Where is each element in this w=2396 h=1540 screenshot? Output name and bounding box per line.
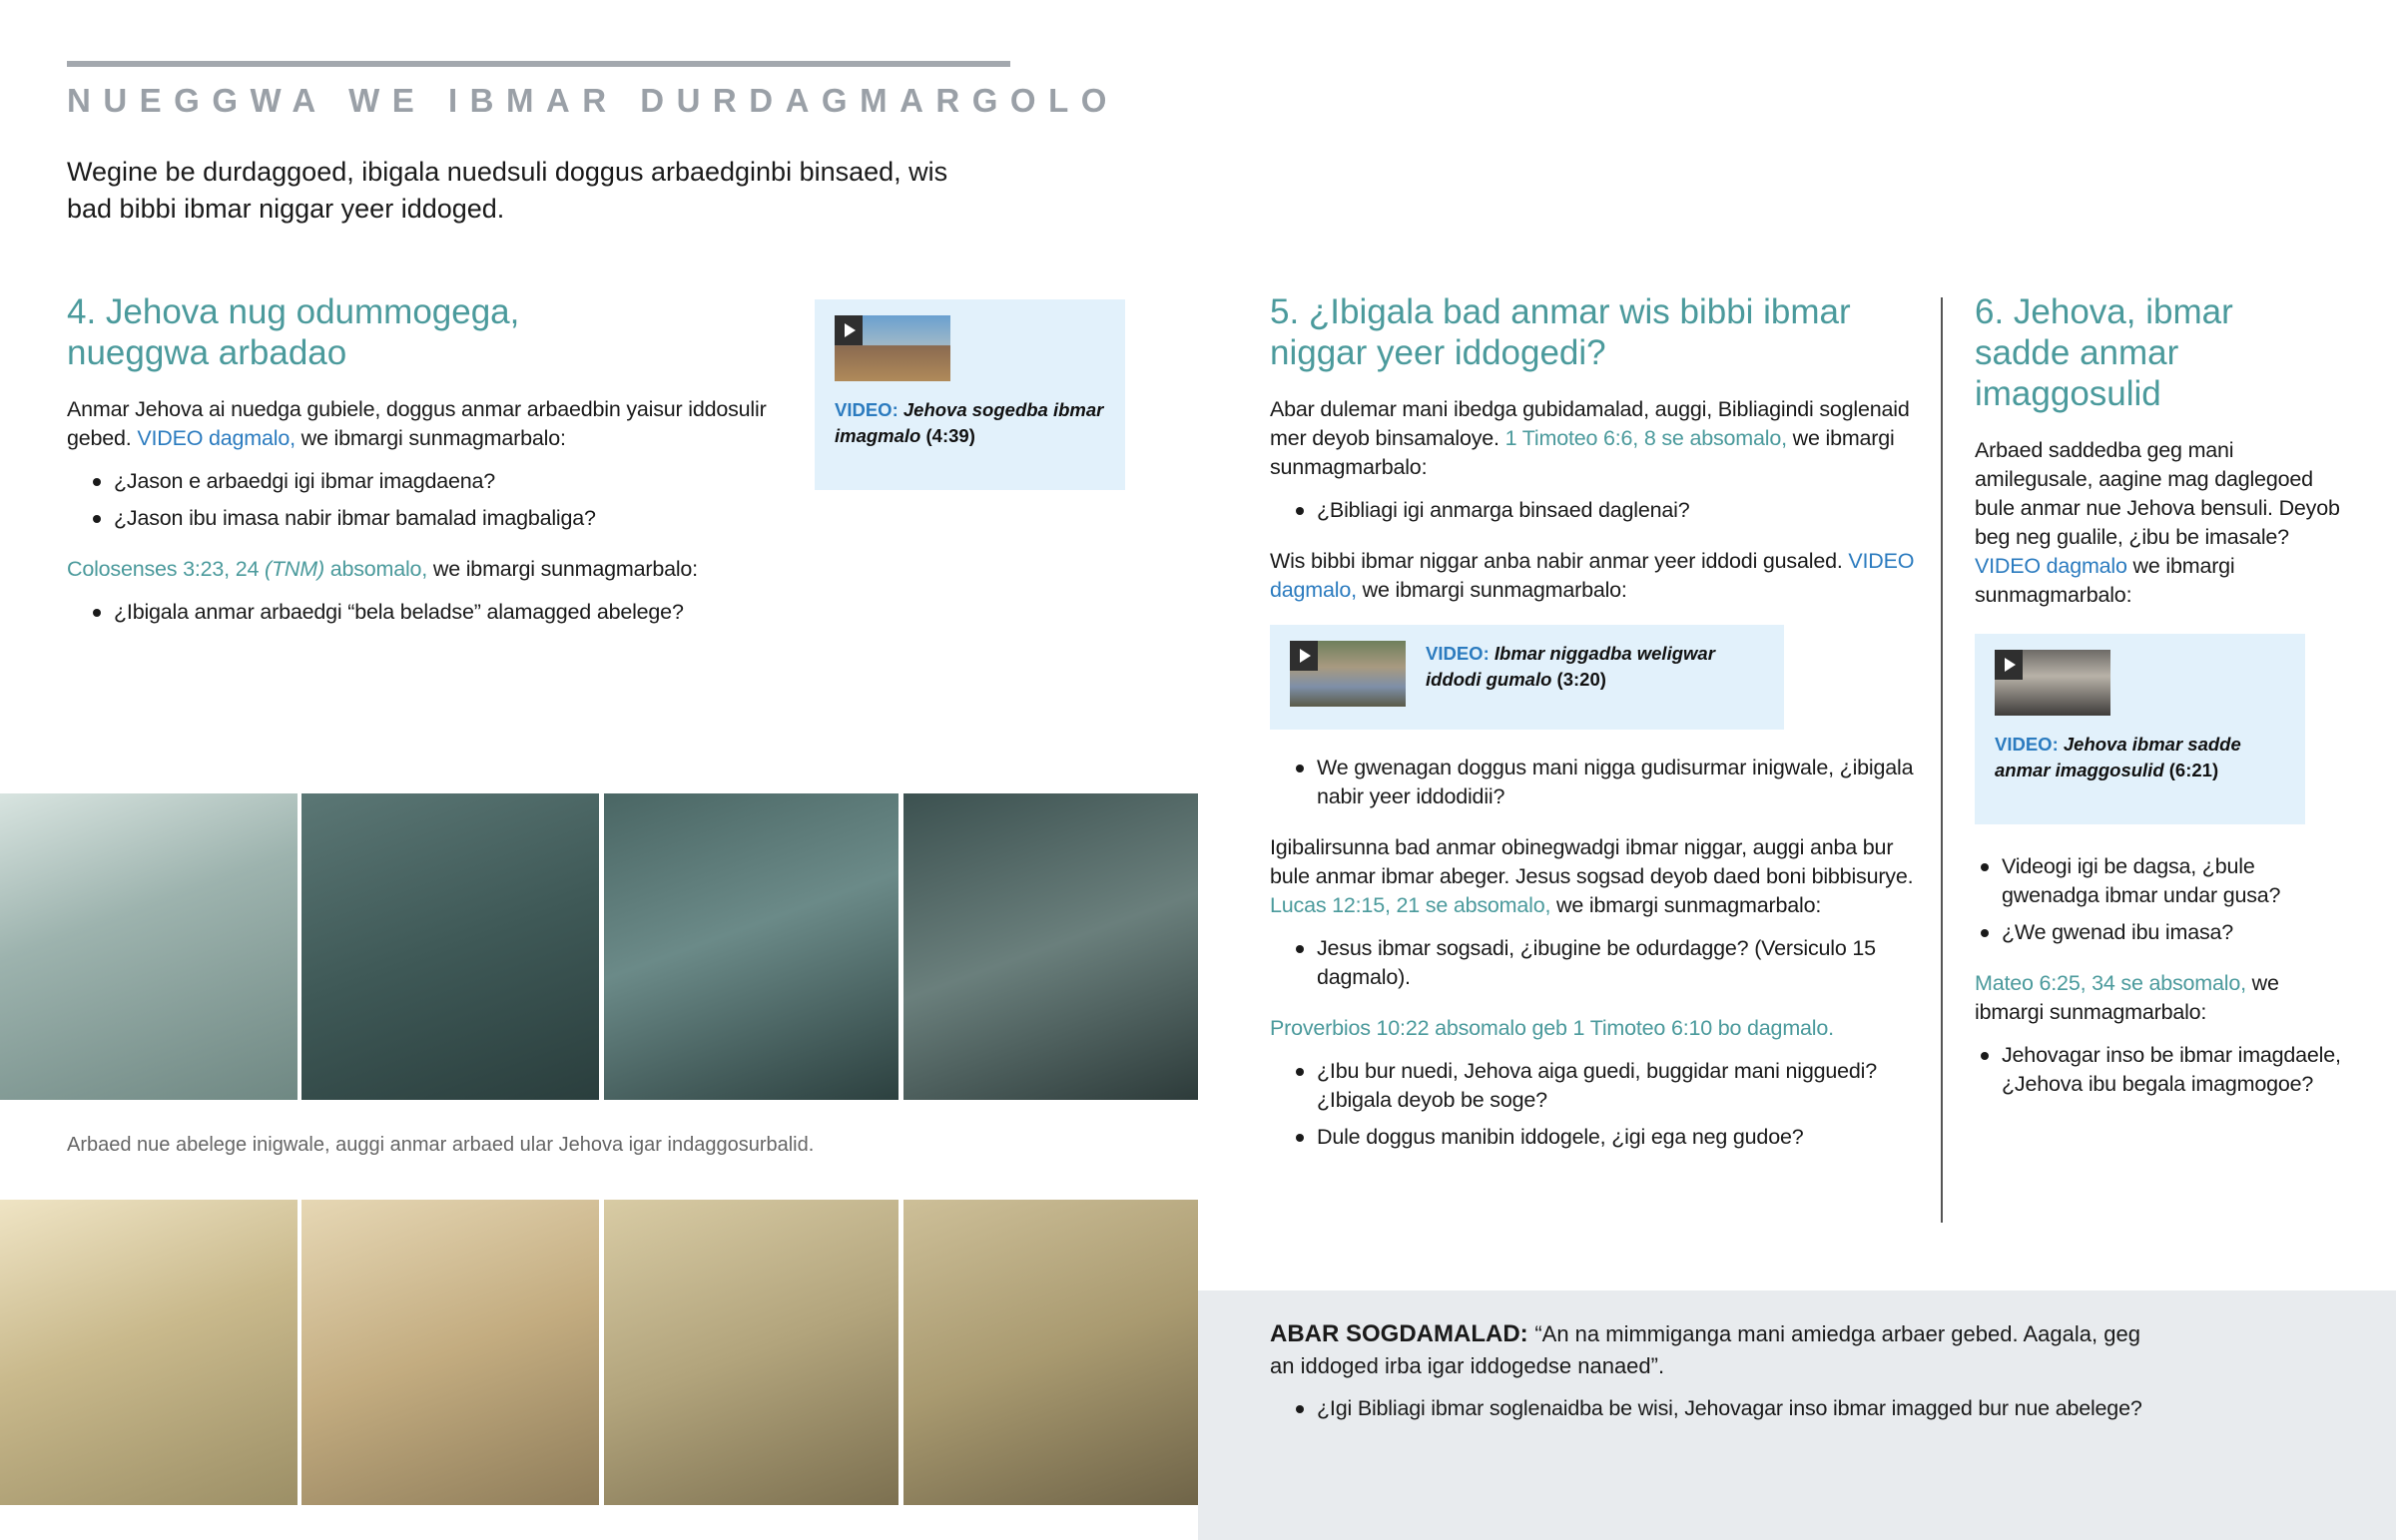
video-link[interactable]: VIDEO dagmalo xyxy=(1975,554,2127,578)
list-item: ¿Bibliagi igi anmarga binsaed daglenai? xyxy=(1270,496,1919,525)
video-thumbnail[interactable] xyxy=(1290,641,1406,707)
play-icon[interactable] xyxy=(835,315,863,345)
section-kicker: NUEGGWA WE IBMAR DURDAGMARGOLO xyxy=(67,82,1119,119)
video-caption: VIDEO: Jehova ibmar sadde anmar imaggosulid (6:21) xyxy=(1995,734,2241,780)
scripture-link[interactable]: Lucas 12:15, 21 se absomalo, xyxy=(1270,893,1551,917)
question-list xyxy=(1270,1394,2318,1423)
scripture-link[interactable]: 1 Timoteo 6:6, 8 se absomalo, xyxy=(1504,426,1787,450)
scripture-reference[interactable]: Proverbios 10:22 absomalo geb 1 Timoteo 6:10 bo dagmalo. xyxy=(1270,1016,1834,1040)
question-list xyxy=(67,598,786,627)
video-card[interactable] xyxy=(1270,625,1784,730)
illustration-office-day-2 xyxy=(0,1200,298,1505)
section-5-para-3: Igibalirsunna bad anmar obinegwadgi ibmar niggar, auggi anba bur bule anmar ibmar abeger. Jesus sogsad deyob daed boni bibbisurye. Lucas 12:15, 21 se absomalo, we ibmargi sunmagmarbalo: xyxy=(1270,835,1914,917)
scripture-para: Colosenses 3:23, 24 (TNM) absomalo, we ibmargi sunmagmarbalo: xyxy=(67,557,698,581)
illustration-man-eating-alone xyxy=(903,793,1198,1100)
section-5 xyxy=(1270,291,1919,1174)
scripture-para: Mateo 6:25, 34 se absomalo, we ibmargi sunmagmarbalo: xyxy=(1975,971,2279,1024)
list-item: ¿Jason ibu imasa nabir ibmar bamalad imagbaliga? xyxy=(67,504,786,533)
question-list xyxy=(1270,934,1919,992)
play-icon[interactable] xyxy=(1995,650,2023,680)
section-4-title: 4. Jehova nug odummogega, nueggwa arbadao xyxy=(67,292,520,372)
list-item: ¿Ibu bur nuedi, Jehova aiga guedi, buggidar mani nigguedi? ¿Ibigala deyob be soge? xyxy=(1270,1057,1919,1115)
section-4 xyxy=(67,291,786,649)
video-caption: VIDEO: Jehova sogedba ibmar imagmalo (4:39) xyxy=(835,399,1104,446)
video-link[interactable]: VIDEO dagmalo, xyxy=(137,426,296,450)
question-list xyxy=(1270,496,1919,525)
callout-box xyxy=(1198,1290,2396,1540)
illustration-office-day xyxy=(0,793,298,1100)
list-item: Dule doggus manibin iddogele, ¿igi ega neg gudoe? xyxy=(1270,1123,1919,1152)
video-link[interactable]: VIDEO dagmalo, xyxy=(1270,549,1915,602)
column-divider xyxy=(1941,297,1943,1223)
callout-content xyxy=(1270,1318,2168,1445)
video-card[interactable] xyxy=(815,299,1125,490)
scripture-link[interactable]: Colosenses 3:23, 24 xyxy=(67,557,260,581)
question-list xyxy=(1975,1041,2344,1099)
section-4-para: Anmar Jehova ai nuedga gubiele, doggus anmar arbaedbin yaisur iddosulir gebed. VIDEO dagmalo, we ibmargi sunmagmarbalo: xyxy=(67,397,767,450)
section-5-title: 5. ¿Ibigala bad anmar wis bibbi ibmar niggar yeer iddogedi? xyxy=(1270,292,1851,372)
video-thumbnail[interactable] xyxy=(1995,650,2110,716)
question-list xyxy=(1270,754,1919,811)
question-list xyxy=(1270,1057,1919,1152)
question-list xyxy=(67,467,786,533)
question-list xyxy=(1975,852,2344,947)
illustration-office-night xyxy=(301,793,599,1100)
list-item: Jesus ibmar sogsadi, ¿ibugine be odurdagge? (Versiculo 15 dagmalo). xyxy=(1270,934,1919,992)
section-6 xyxy=(1975,291,2344,1121)
video-thumbnail[interactable] xyxy=(835,315,950,381)
section-5-para-1: Abar dulemar mani ibedga gubidamalad, auggi, Bibliagindi soglenaid mer deyob binsamaloye. 1 Timoteo 6:6, 8 se absomalo, we ibmargi sunmagmarbalo: xyxy=(1270,397,1910,479)
illustration-family-dinner xyxy=(903,1200,1198,1505)
section-6-para: Arbaed saddedba geg mani amilegusale, aagine mag daglegoed bule anmar nue Jehova bensuli. Deyob beg neg gualile, ¿ibu be imasale? VIDEO dagmalo we ibmargi sunmagmarbalo: xyxy=(1975,438,2340,607)
list-item: ¿We gwenad ibu imasa? xyxy=(1955,918,2344,947)
intro-text: Wegine be durdaggoed, ibigala nuedsuli doggus arbaedginbi binsaed, wis bad bibbi ibmar niggar yeer iddoged. xyxy=(67,157,948,224)
section-5-para-2: Wis bibbi ibmar niggar anba nabir anmar yeer iddodi gusaled. VIDEO dagmalo, we ibmargi sunmagmarbalo: xyxy=(1270,549,1915,602)
list-item: Jehovagar inso be ibmar imagdaele, ¿Jehova ibu begala imagmogoe? xyxy=(1955,1041,2344,1099)
video-card[interactable] xyxy=(1975,634,2305,824)
callout-quote: ABAR SOGDAMALAD: “An na mimmiganga mani amiedga arbaer gebed. Aagala, geg an iddoged irba igar iddogedse nanaed”. xyxy=(1270,1320,2140,1378)
list-item: We gwenagan doggus mani nigga gudisurmar inigwale, ¿ibigala nabir yeer iddodidii? xyxy=(1270,754,1919,811)
list-item: ¿Jason e arbaedgi igi ibmar imagdaena? xyxy=(67,467,786,496)
list-item: ¿Igi Bibliagi ibmar soglenaidba be wisi, Jehovagar inso ibmar imagged bur nue abelege? xyxy=(1270,1394,2318,1423)
illustration-man-at-desk xyxy=(604,793,898,1100)
image-caption: Arbaed nue abelege inigwale, auggi anmar arbaed ular Jehova igar indaggosurbalid. xyxy=(67,1134,815,1156)
play-icon[interactable] xyxy=(1290,641,1318,671)
scripture-link[interactable]: Mateo 6:25, 34 se absomalo, xyxy=(1975,971,2246,995)
illustration-family-meeting xyxy=(604,1200,898,1505)
illustration-man-leaving-office xyxy=(301,1200,599,1505)
video-caption: VIDEO: Ibmar niggadba weligwar iddodi gumalo (3:20) xyxy=(1426,643,1715,690)
header-rule xyxy=(67,61,1010,67)
list-item: ¿Ibigala anmar arbaedgi “bela beladse” alamagged abelege? xyxy=(67,598,786,627)
list-item: Videogi igi be dagsa, ¿bule gwenadga ibmar undar gusa? xyxy=(1955,852,2344,910)
section-6-title: 6. Jehova, ibmar sadde anmar imaggosulid xyxy=(1975,292,2233,413)
